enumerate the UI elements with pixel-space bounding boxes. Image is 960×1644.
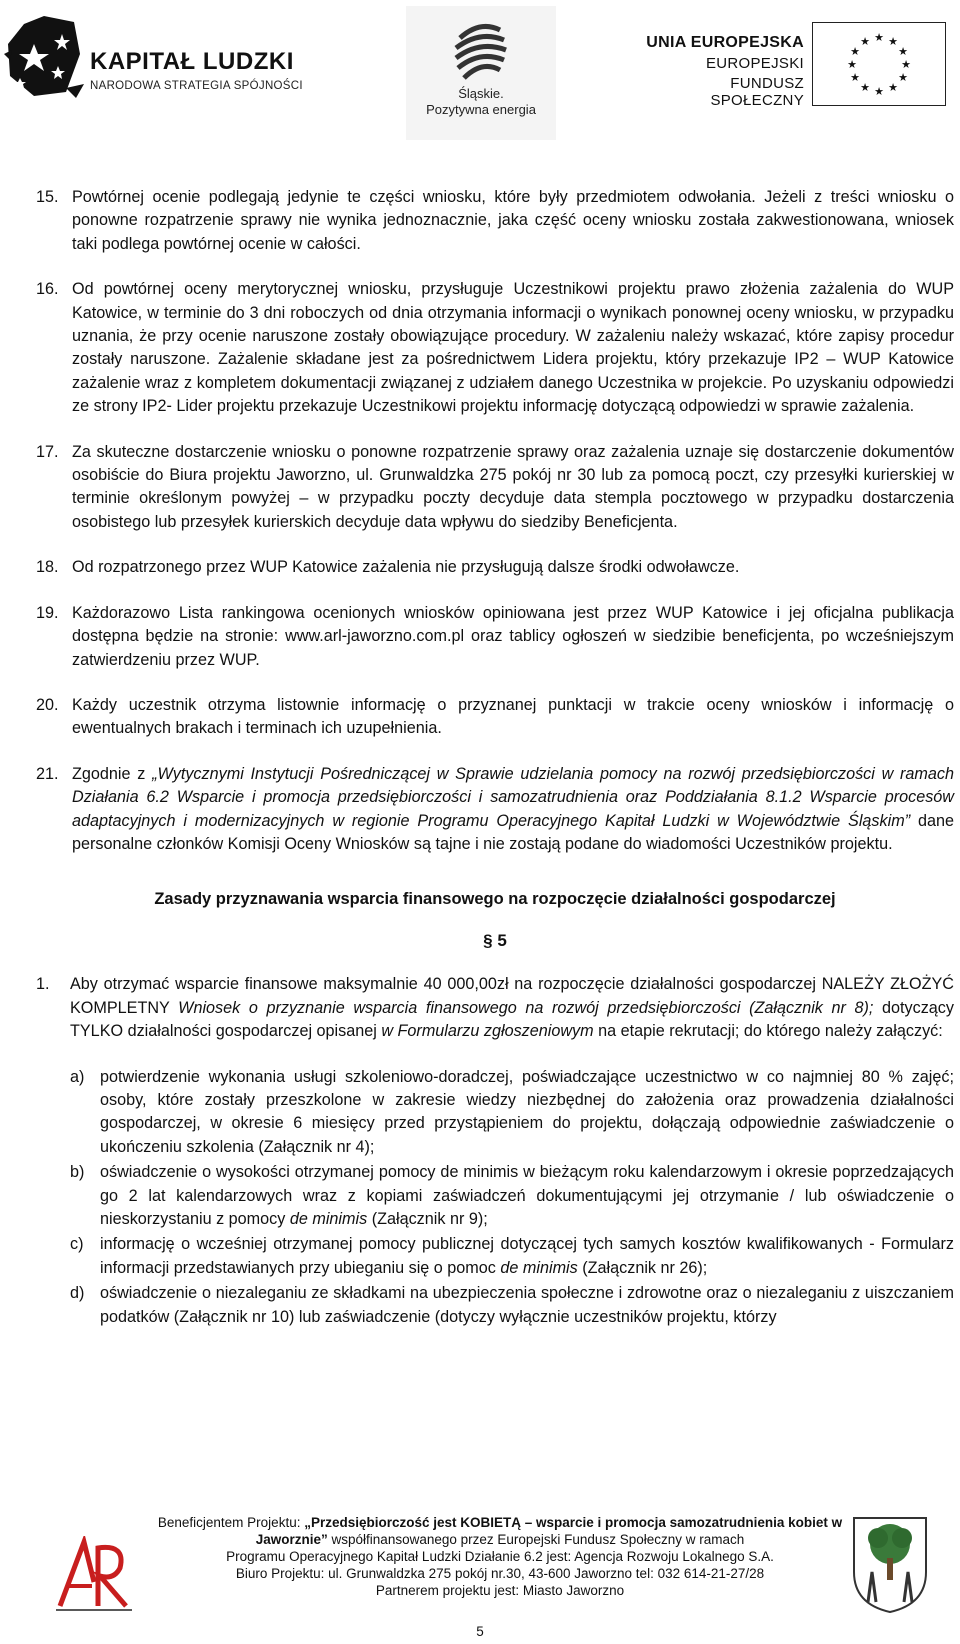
kapital-ludzki-name: KAPITAŁ LUDZKI [90, 48, 294, 75]
footer-project-line [150, 1514, 850, 1548]
point-19 [36, 602, 954, 672]
point-text: Powtórnej ocenie podlegają jedynie te części wniosku, które były przedmiotem odwołania. Jeżeli z treści wniosku o ponowne rozpatrzenie sprawy nie wynika jednoznacznie, jaka część oceny wniosku została zakwestionowana, wniosek taki podlega powtórnej ocenie w całości. [72, 188, 954, 253]
footer-partner-line: Partnerem projektu jest: Miasto Jaworzno [375, 1583, 625, 1598]
subitem-text: oświadczenie o niezaleganiu ze składkami na ubezpieczenia społeczne i zdrowotne oraz o niezaleganiu z uiszczaniem podatków (Załącznik nr 10) lub zaświadczenie (dotyczy wyłącznie uczestników projektu, którzy [100, 1284, 954, 1326]
eu-line-2: EUROPEJSKI [705, 55, 804, 72]
point-18 [36, 556, 954, 579]
slaskie-wave-icon [450, 20, 512, 82]
eu-line-3: FUNDUSZ SPOŁECZNY [710, 75, 804, 109]
kapital-ludzki-subtitle: NARODOWA STRATEGIA SPÓJNOŚCI [90, 80, 303, 92]
point-text: dane personalne członków Komisji Oceny Wniosków są tajne i nie zostają podane do wiadomości Uczestników projektu. [72, 811, 954, 853]
svg-text:★: ★ [860, 35, 870, 48]
eu-line-1: UNIA EUROPEJSKA [646, 34, 804, 51]
subitem-d [36, 1282, 954, 1329]
point-text-italic: w Formularzu zgłoszeniowym [381, 1022, 594, 1041]
subitem-text: (Załącznik nr 26); [577, 1258, 708, 1277]
page-header [0, 0, 960, 140]
point-16 [36, 278, 954, 418]
point-text: Każdorazowo Lista rankingowa ocenionych wniosków opiniowana jest przez WUP Katowice i jej oficjalna publikacja dostępna będzie na stronie: www.arl-jaworzno.com.pl oraz tablicy ogłoszeń w siedzibie beneficjenta, po wcześniejszym zatwierdzeniu przez WUP. [72, 603, 954, 669]
point-number: 20. [36, 695, 59, 714]
point-number: 21. [36, 764, 59, 783]
subitem-text-italic: de minimis [289, 1210, 368, 1228]
slaskie-name: Śląskie. [458, 86, 504, 101]
footer-project-title: „Przedsiębiorczość jest KOBIETĄ – wsparcie i promocja samozatrudnienia kobiet w Jaworznie” [255, 1515, 843, 1547]
svg-text:★: ★ [898, 71, 908, 84]
page-footer [0, 1500, 960, 1644]
point-number: 18. [36, 558, 59, 577]
subitem-text: oświadczenie o wysokości otrzymanej pomocy de minimis w bieżącym roku kalendarzowym i okresie poprzedzających go 2 lat kalendarzowych wraz z kopiami zaświadczeń dokumentującymi jej otrzymanie / lub oświadczenie o nieskorzystaniu z pomocy [100, 1163, 954, 1228]
svg-text:★: ★ [874, 85, 884, 98]
footer-beneficiary: Beneficjentem Projektu: [157, 1515, 305, 1530]
ar-logo-icon [54, 1536, 134, 1614]
subitem-label: a) [70, 1067, 85, 1086]
point-text: dotyczący TYLKO działalności gospodarczej opisanej [70, 998, 954, 1041]
subitem-c [36, 1233, 954, 1280]
section-heading: Zasady przyznawania wsparcia finansowego na rozpoczęcie działalności gospodarczej [154, 890, 836, 909]
footer-program-line: Programu Operacyjnego Kapitał Ludzki Działanie 6.2 jest: Agencja Rozwoju Lokalnego S.A. [226, 1549, 774, 1564]
point-21 [36, 763, 954, 857]
kapital-ludzki-logo [4, 14, 304, 100]
subitem-label: c) [70, 1235, 84, 1254]
point-text: Od powtórnej oceny merytorycznej wniosku, przysługuje Uczestnikowi projektu prawo złożenia zażalenia do WUP Katowice, w terminie do 3 dni roboczych od dnia otrzymania informacji o wynikach ponownej oceny wniosku, w przypadku uznania, że przy ocenie naruszone zostały obowiązujące procedury. W zażaleniu należy wskazać, które zapisy procedur zostały naruszone. Zażalenie składane jest za pośrednictwem Lidera projektu, który przekazuje IP2 – WUP Katowice zażalenie wraz z kompletem dokumentacji związanej z udziałem danego Uczestnika w projekcie. Po uzyskaniu odpowiedzi ze strony IP2- Lider projektu przekazuje Uczestnikowi projektu informację dotyczącą odpowiedzi w sprawie zażalenia. [72, 280, 954, 416]
point-number: 15. [36, 188, 59, 206]
point-number: 19. [36, 603, 59, 622]
point-number: 1. [36, 975, 50, 994]
point-17 [36, 441, 954, 535]
svg-text:★: ★ [888, 35, 898, 48]
eu-flag [812, 22, 946, 106]
svg-text:★: ★ [860, 81, 870, 94]
point-text: Każdy uczestnik otrzyma listownie informację o przyznanej punktacji w trakcie oceny wniosków i informację o ewentualnych brakach i terminach ich uzupełnienia. [72, 695, 954, 738]
point-text: Zgodnie z [72, 764, 153, 783]
svg-text:★: ★ [850, 45, 860, 58]
point-text-italic: „Wytycznymi Instytucji Pośredniczącej w Sprawie udzielania pomocy na rozwój przedsiębiorczości w ramach Działania 6.2 Wsparcie i promocja przedsiębiorczości i samozatrudnienia oraz Poddziałania 8.1.2 Wsparcie procesów adaptacyjnych i modernizacyjnych w regionie Programu Operacyjnego Kapitał Ludzki w Województwie Śląskim” [72, 764, 954, 830]
eu-stars-icon [813, 23, 945, 105]
point-number: 17. [36, 442, 59, 461]
svg-text:★: ★ [850, 71, 860, 84]
svg-text:★: ★ [901, 58, 911, 71]
point-text: Od rozpatrzonego przez WUP Katowice zażalenia nie przysługują dalsze środki odwoławcze. [72, 558, 740, 577]
subitem-a [36, 1066, 954, 1160]
subitem-text: informację o wcześniej otrzymanej pomocy publicznej dotyczącej tych samych kosztów kwalifikowanych - Formularz informacji przedstawianych przy ubieganiu się o pomoc [100, 1235, 954, 1277]
subitem-b [36, 1161, 954, 1231]
footer-text [150, 1514, 850, 1599]
svg-text:★: ★ [874, 31, 884, 44]
point-text-italic: Wniosek o przyznanie wsparcia finansowego na rozwój przedsiębiorczości (Załącznik nr 8); [178, 998, 874, 1017]
svg-text:★: ★ [888, 81, 898, 94]
point-15 [36, 186, 954, 256]
point-text: Za skuteczne dostarczenie wniosku o ponowne rozpatrzenie sprawy oraz zażalenia uznaje się dostarczenie dokumentów osobiście do Biura projektu Jaworzno, ul. Grunwaldzka 275 pokój nr 30 lub za pomocą poczt, czy przesyłki kurierskiej w terminie określonym powyżej – w przypadku poczty decyduje data stempla pocztowego w przypadku dostarczenia osobistego lub przesyłek kurierskich decyduje data wpływu do siedziby Beneficjenta. [72, 442, 954, 531]
subitem-text: (Załącznik nr 9); [367, 1210, 488, 1228]
eu-logo [640, 22, 950, 112]
subitem-label: d) [70, 1284, 85, 1303]
page-number: 5 [476, 1624, 484, 1639]
kapital-ludzki-stars-icon [4, 14, 86, 100]
footer-cofinance: współfinansowanego przez Europejski Fundusz Społeczny w ramach [327, 1532, 745, 1547]
slaskie-logo [406, 6, 556, 136]
subitem-text-italic: de minimis [500, 1258, 578, 1277]
subitem-label: b) [70, 1163, 85, 1182]
eu-text [640, 34, 804, 109]
point-text: Aby otrzymać wsparcie finansowe maksymalnie 40 000,00zł na rozpoczęcie działalności gospodarczej NALEŻY ZŁOŻYĆ KOMPLETNY [70, 975, 954, 1017]
document-body [36, 186, 954, 1331]
jaworzno-coat-of-arms-icon [850, 1514, 930, 1614]
point-1 [36, 973, 954, 1043]
section-number: § 5 [483, 931, 507, 951]
svg-text:★: ★ [847, 58, 857, 71]
point-number: 16. [36, 280, 59, 299]
footer-office-line: Biuro Projektu: ul. Grunwaldzka 275 pokój nr.30, 43-600 Jaworzno tel: 032 614-21-27/28 [235, 1566, 765, 1581]
subitem-text: potwierdzenie wykonania usługi szkoleniowo-doradczej, poświadczające uczestnictwo w co najmniej 80 % zajęć; osoby, które zostały przeszkolone w zakresie wiedzy niezbędnej do założenia oraz prowadzenia działalności gospodarczej, w okresie 6 miesięcy przed przystąpieniem do projektu, dołączają odpowiednie zaświadczenie o ukończeniu szkolenia (Załącznik nr 4); [100, 1067, 954, 1156]
point-text: na etapie rekrutacji; do którego należy załączyć: [593, 1022, 943, 1041]
svg-text:★: ★ [898, 45, 908, 58]
point-20 [36, 694, 954, 741]
slaskie-slogan: Pozytywna energia [426, 102, 536, 117]
